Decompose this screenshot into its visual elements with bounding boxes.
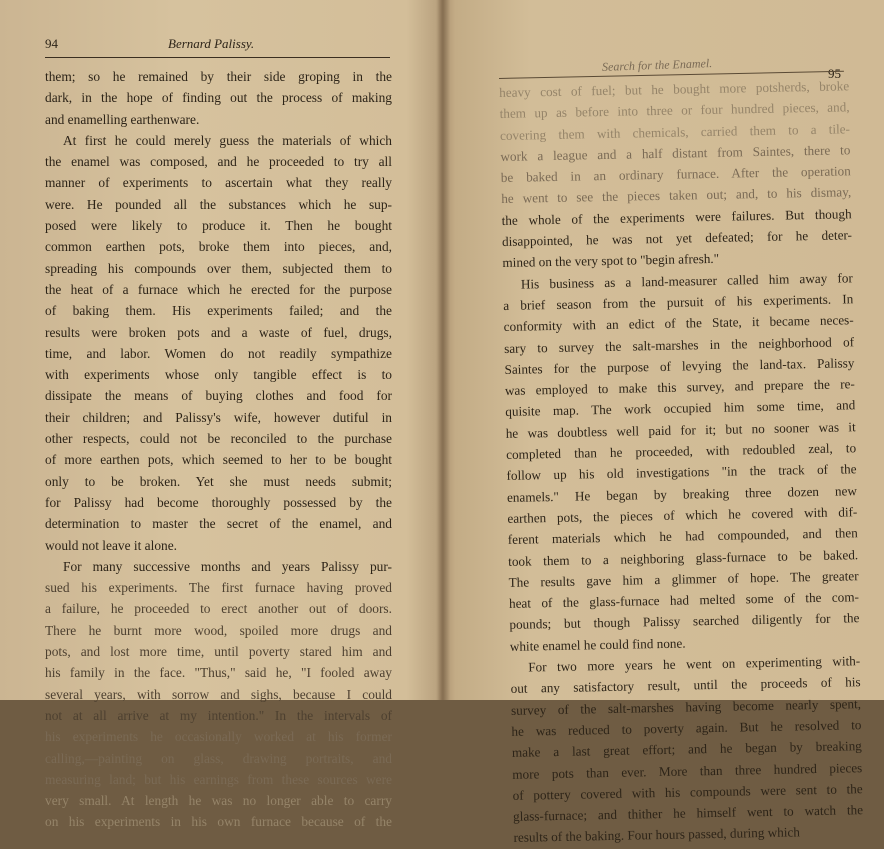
text-line: enamels." He began by breaking three dozen new: [506, 482, 858, 505]
text-line: calling,—painting on glass, drawing portraits, and: [45, 750, 392, 766]
text-line: dissipate the means of buying clothes and food for: [45, 388, 392, 404]
text-line: ferent materials which he had compounded, and then: [507, 525, 858, 548]
text-line: more pots than ever. More than three hundred pieces: [512, 759, 863, 782]
text-line: be baked in an ordinary furnace. After the operation: [500, 163, 851, 186]
text-line: them; so he remained by their side groping in the: [45, 69, 392, 84]
text-line: measuring land; but his earnings from these sources were: [45, 771, 392, 787]
right-page-text: [499, 75, 864, 848]
text-line: not at all arrive at my intention." In the intervals of: [45, 707, 392, 723]
text-line: several years, with sorrow and sighs, because I could: [45, 686, 392, 702]
text-line: for Palissy had become thoroughly possessed by the: [45, 494, 392, 510]
right-page: [444, 0, 884, 846]
text-line: heavy cost of fuel; but he bought more potsherds, broke: [499, 78, 850, 100]
text-line: make a last great effort; and he began by breaking: [511, 738, 862, 761]
text-line: Saintes for the purpose of levying the land-tax. Palissy: [504, 355, 855, 377]
text-line: he was reduced to poverty again. But he resolved to: [511, 717, 862, 739]
text-line: For many successive months and years Palissy pur-: [63, 558, 392, 574]
text-line: covering them with chemicals, carried them to a tile-: [499, 120, 851, 143]
text-line: spreading his compounds over them, subjected them to: [45, 260, 392, 276]
text-line: At first he could merely guess the materials of which: [63, 132, 392, 148]
left-page: [0, 0, 440, 830]
text-line: white enamel he could find none.: [509, 635, 686, 654]
text-line: completed than he proceeded, with redoubled zeal, to: [506, 440, 857, 462]
text-line: would not leave it alone.: [45, 537, 178, 553]
text-line: he was doubtless well paid for it; but no sooner was it: [505, 418, 856, 441]
text-line: their children; and Palissy's wife, however dutiful in: [45, 409, 392, 425]
text-line: conformity with an edict of the State, it became neces-: [503, 312, 854, 335]
text-line: manner of experiments to ascertain what they really: [45, 175, 392, 191]
text-line: them up as before into three or four hundred pieces, and,: [499, 99, 850, 122]
text-line: The results gave him a glimmer of hope. The greater: [508, 568, 859, 590]
text-line: were. He pounded all the substances which he sup-: [45, 196, 392, 212]
text-line: glass-furnace; and thither he himself went to watch the: [512, 802, 864, 824]
text-line: results of the baking. Four hours passed, during which: [513, 824, 801, 846]
text-line: survey of the salt-marshes having become nearly spent,: [510, 695, 862, 718]
text-line: other respects, could not be reconciled to the purchase: [45, 431, 392, 447]
text-line: on his experiments in his own furnace because of the: [45, 814, 392, 830]
text-line: results were broken pots and a waste of fuel, drugs,: [45, 324, 392, 340]
text-line: the whole of the experiments were failures. But though: [501, 206, 852, 228]
text-line: a failure, he proceeded to erect another out of doors.: [45, 601, 392, 617]
text-line: For two more years he went on experimenting with-: [528, 653, 861, 675]
text-line: follow up his old investigations "in the track of the: [506, 461, 857, 484]
text-line: common earthen pots, broke them into pieces, and,: [45, 239, 392, 255]
text-line: his experiments he occasionally worked at his former: [45, 729, 392, 745]
text-line: with experiments whose only tangible effect is to: [45, 367, 392, 383]
text-line: a brief season from the pursuit of his experiments. In: [503, 291, 854, 313]
text-line: heat of the glass-furnace had melted some of the com-: [508, 589, 860, 612]
text-line: His business as a land-measurer called him away for: [520, 269, 853, 292]
text-line: pounds; but though Palissy searched diligently for the: [509, 610, 860, 633]
text-line: posed were likely to produce it. Then he bought: [45, 218, 392, 234]
text-line: sary to survey the salt-marshes in the neighborhood of: [503, 333, 855, 356]
text-line: quisite map. The work occupied him some time, and: [505, 397, 856, 420]
text-line: disappointed, he was not yet defeated; for he deter-: [501, 227, 853, 250]
text-line: very small. At length he was no longer able to carry: [45, 793, 392, 809]
text-line: his family in the face. "Thus," said he, "I fooled away: [45, 665, 392, 681]
text-line: determination to master the secret of the enamel, and: [45, 516, 392, 532]
left-header-rule: [45, 57, 390, 58]
text-line: and enamelling earthenware.: [45, 111, 200, 127]
text-line: sued his experiments. The first furnace having proved: [45, 580, 392, 596]
text-line: only to be broken. Yet she must needs submit;: [45, 473, 392, 489]
text-line: dark, in the hope of finding out the process of making: [45, 90, 392, 106]
text-line: pots, and lost more time, until poverty stared him and: [45, 644, 392, 660]
left-running-head: Bernard Palissy.: [168, 36, 255, 51]
text-line: of baking them. His experiments failed; and the: [45, 303, 392, 319]
text-line: he went to see the pieces taken out; and, to his dismay,: [501, 184, 852, 207]
text-line: work a league and a half distant from Saintes, there to: [500, 142, 851, 164]
text-line: was employed to make this survey, and prepare the re-: [504, 376, 856, 399]
text-line: earthen pots, the pieces of which he covered with dif-: [507, 504, 858, 526]
text-line: the enamel was composed, and he proceeded to try all: [45, 154, 392, 170]
right-running-head: Search for the Enamel.: [601, 56, 713, 74]
right-page-number: 95: [828, 66, 841, 81]
text-line: mined on the very spot to "begin afresh.": [502, 251, 720, 271]
text-line: the heat of a furnace which he erected for the purpose: [45, 281, 392, 297]
left-page-text: [45, 66, 392, 833]
text-line: There he burnt more wood, spoiled more drugs and: [45, 622, 392, 638]
text-line: time, and labor. Women do not readily sympathize: [45, 345, 392, 361]
text-line: of pottery covered with his compounds were sent to the: [512, 780, 863, 803]
left-page-number: 94: [45, 36, 58, 51]
text-line: took them to a neighboring glass-furnace to be baked.: [508, 546, 859, 569]
text-line: of more earthen pots, which seemed to her to be bought: [45, 452, 392, 468]
text-line: out any satisfactory result, until the proceeds of his: [510, 674, 861, 697]
